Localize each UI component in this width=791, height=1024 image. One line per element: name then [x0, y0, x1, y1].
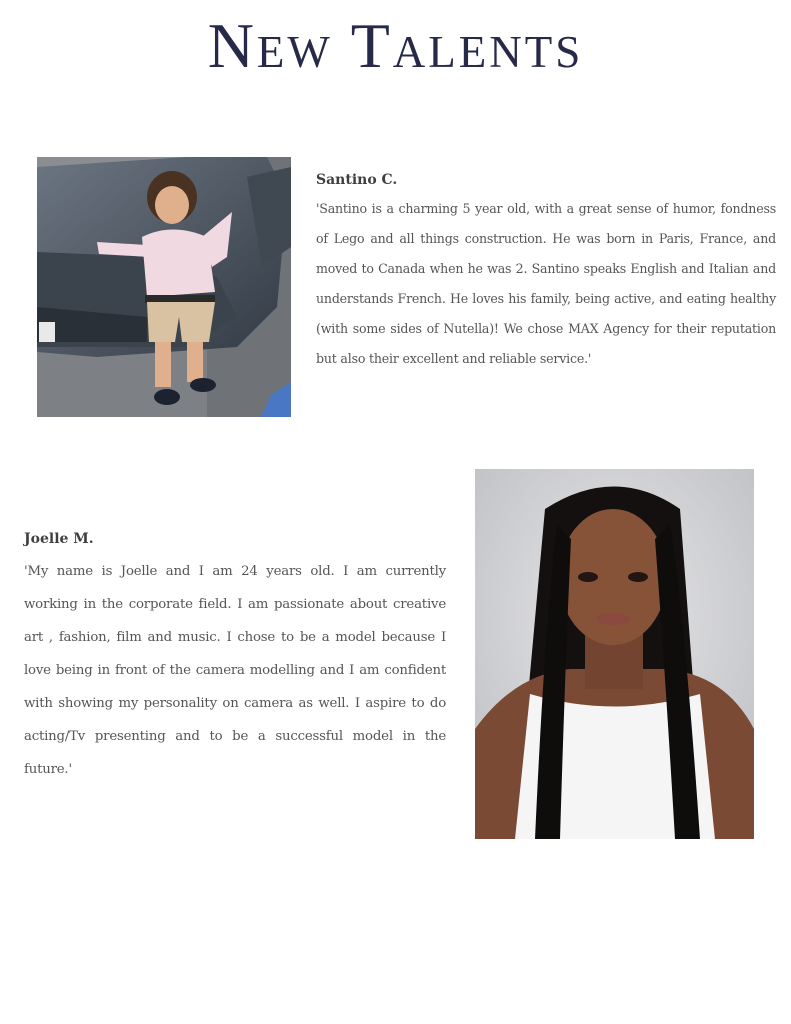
talent-description: 'My name is Joelle and I am 24 years old. I am currently working in the corporate field. I am passionate about creative art , fashion, film and music. I chose to be a model because I love being in front of the camera modelling and I am confident with showing my personality on camera as well. I aspire to do acting/Tv presenting and to be a successful model in the future.' — [24, 564, 446, 777]
talent-name: Joelle M. — [24, 531, 94, 547]
talent-photo-joelle — [475, 469, 754, 839]
talent-description: 'Santino is a charming 5 year old, with a great sense of humor, fondness of Lego and all things construction. He was born in Paris, France, and moved to Canada when he was 2. Santino speaks English and Italian and understands French. He loves his family, being active, and eating healthy (with some sides of Nutella)! We chose MAX Agency for their reputation but also their excellent and reliable service.' — [316, 201, 776, 366]
talent-bio-santino — [316, 172, 776, 374]
talent-name: Santino C. — [316, 172, 398, 188]
talent-bio-joelle — [24, 531, 446, 786]
page-title: New Talents — [207, 10, 584, 81]
talent-photo-santino — [37, 157, 291, 417]
